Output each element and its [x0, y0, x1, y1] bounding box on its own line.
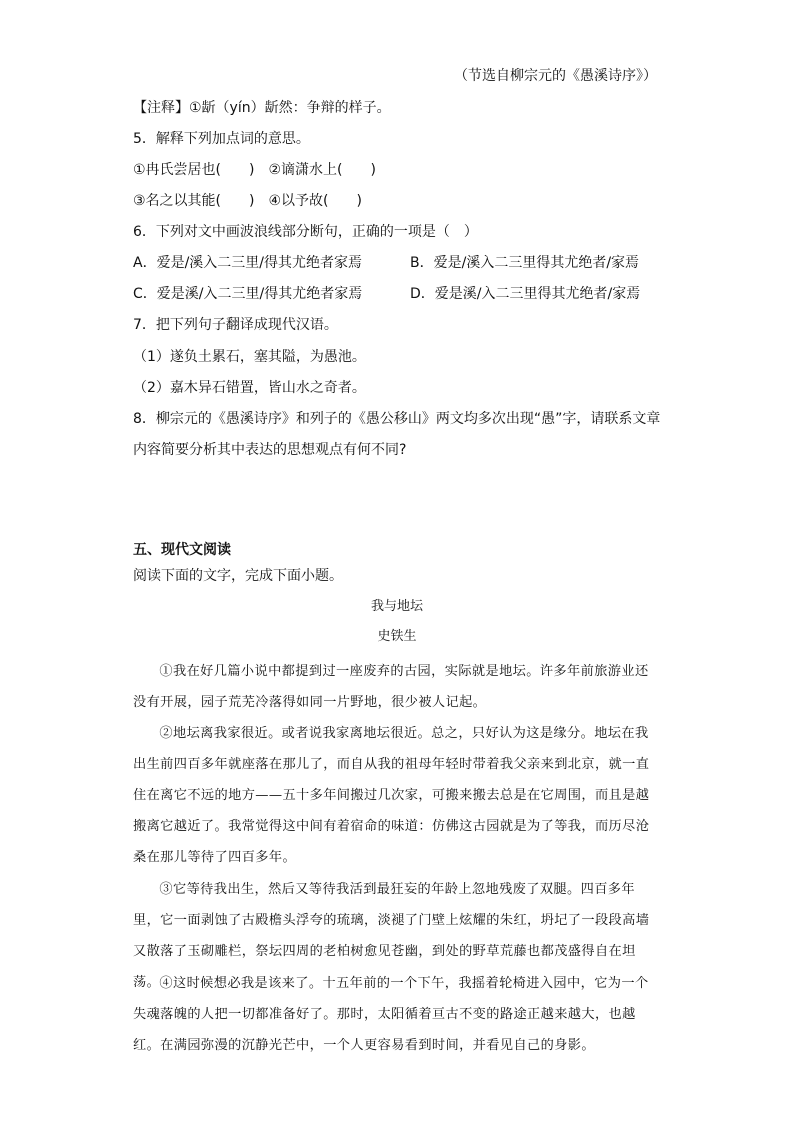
passage-paragraph-2: ②地坛离我家很近。或者说我家离地坛很近。总之，只好认为这是缘分。地坛在我出生前四百多年就座落在那儿了，而自从我的祖母年轻时带着我父亲来到北京，就一直住在离它不远的地方——五十多年间搬过几次家，可搬来搬去总是在它周围，而且是越搬离它越近了。我常觉得这中间有着宿命的味道：仿佛这古园就是为了等我，而历尽沧桑在那儿等待了四百多年。 [133, 726, 650, 865]
question-5-row-2: ③名之以其能( ) ④以予故( ) [133, 193, 362, 209]
passage-title: 我与地坛 [370, 599, 423, 614]
question-6-option-a: A．爱是/溪入二三里/得其尤绝者家焉 [133, 255, 363, 271]
question-7-sentence-2: （2）嘉木异石错置，皆山水之奇者。 [133, 380, 366, 396]
question-6-option-c: C．爱是溪/入二三里/得其尤绝者家焉 [133, 286, 363, 302]
question-8-line-2: 内容简要分析其中表达的思想观点有何不同? [133, 442, 407, 458]
passage-author: 史铁生 [377, 629, 417, 644]
question-6-option-d: D．爱是溪/入二三里得其尤绝者/家焉 [410, 286, 641, 302]
question-7-sentence-1: （1）遂负土累石，塞其隘，为愚池。 [133, 349, 366, 365]
passage-paragraph-3: ③它等待我出生，然后又等待我活到最狂妄的年龄上忽地残废了双腿。四百多年里，它一面剥蚀了古殿檐头浮夸的琉璃，淡褪了门壁上炫耀的朱红，坍圮了一段段高墙又散落了玉砌雕栏，祭坛四周的老柏树愈见苍幽，到处的野草荒藤也都茂盛得自在坦荡。 [133, 882, 650, 990]
section-heading: 五、现代文阅读 [133, 542, 231, 558]
question-6-stem: 6．下列对文中画波浪线部分断句，正确的一项是（ ） [133, 224, 478, 240]
question-8-line-1: 8．柳宗元的《愚溪诗序》和列子的《愚公移山》两文均多次出现“愚”字，请联系文章 [133, 411, 661, 427]
question-5-row-1: ①冉氏尝居也( ) ②谪潇水上( ) [133, 162, 376, 178]
annotation-note: 【注释】①龂（yín）龂然：争辩的样子。 [133, 100, 391, 116]
question-5-stem: 5．解释下列加点词的意思。 [133, 131, 310, 147]
question-7-stem: 7．把下列句子翻译成现代汉语。 [133, 317, 338, 333]
passage-paragraph-1: ①我在好几篇小说中都提到过一座废弃的古园，实际就是地坛。许多年前旅游业还没有开展，园子荒芜冷落得如同一片野地，很少被人记起。 [133, 664, 649, 710]
question-6-option-b: B．爱是/溪入二三里得其尤绝者/家焉 [410, 255, 640, 271]
section-instruction: 阅读下面的文字，完成下面小题。 [133, 568, 343, 584]
passage-paragraph-4: ④这时候想必我是该来了。十五年前的一个下午，我摇着轮椅进入园中，它为一个失魂落魄的人把一切都准备好了。那时，太阳循着亘古不变的路途正越来越大，也越红。在满园弥漫的沉静光芒中，一个人更容易看到时间，并看见自己的身影。 [133, 976, 649, 1053]
source-citation: （节选自柳宗元的《愚溪诗序》） [454, 68, 657, 84]
